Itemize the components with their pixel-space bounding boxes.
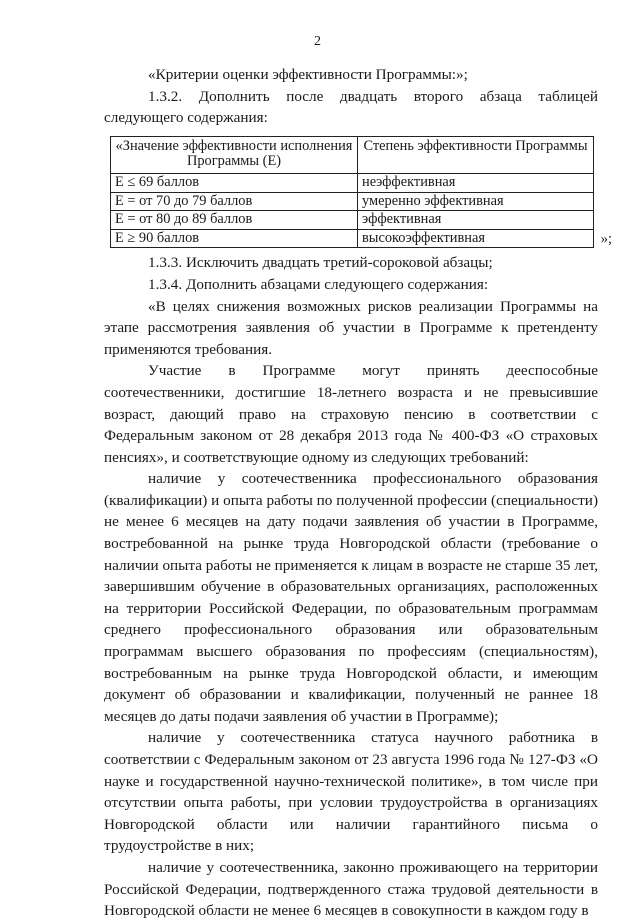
participation-paragraph: Участие в Программе могут принять дееспособные соотечественники, достигшие 18-летнего возраста и не превысившие возраст, дающий право на страховую пенсию в соответствии с Федеральным законом от 28 декабря 2013 года № 400-ФЗ «О страховых пенсиях», и соответствующие одному из следующих требований: — [104, 362, 598, 466]
requirement-scientist-paragraph: наличие у соотечественника статуса научного работника в соответствии с Федеральным законом от 23 августа 1996 года № 127-ФЗ «О науке и государственной научно-технической политике», в том числе при отсутствии опыта работы, при условии трудоустройства в организациях Новгородской области или наличии гарантийного письма о трудоустройстве в них; — [104, 729, 598, 855]
requirement-education-paragraph: наличие у соотечественника профессионального образования (квалификации) и опыта работы по полученной профессии (специальности) не менее 6 месяцев на дату подачи заявления об участии в Программе, востребованной на рынке труда Новгородской области (требование о наличии опыта работы не применяется к лицам в возрасте не старше 35 лет, завершившим обучение в образовательных организациях, расположенных на территории Российской Федерации, по образовательным программам среднего профессионального образования или образовательным программам высшего образования по профессиям (специальностям), востребованным на рынке труда Новгородской области, и имеющим документ об образовании и квалификации, полученный не раннее 18 месяцев до даты подачи заявления об участии в Программе); — [104, 470, 598, 725]
amendment-1-3-4-paragraph: 1.3.4. Дополнить абзацами следующего содержания: — [148, 275, 489, 293]
efficiency-criteria-table — [110, 136, 594, 249]
criteria-heading-paragraph: «Критерии оценки эффективности Программы:»; — [148, 66, 468, 83]
table-cell: Е = от 80 до 89 баллов — [111, 211, 358, 230]
table-cell: Е = от 70 до 79 баллов — [111, 192, 358, 211]
table-cell: эффективная — [358, 211, 594, 230]
table-cell: высокоэффективная — [358, 229, 594, 248]
table-row — [111, 229, 594, 248]
table-header-row — [111, 136, 594, 173]
table-row — [111, 211, 594, 230]
page-number: 2 — [314, 34, 321, 49]
table-row — [111, 192, 594, 211]
table-cell: Е ≤ 69 баллов — [111, 173, 358, 192]
table-cell: умеренно эффективная — [358, 192, 594, 211]
amendment-1-3-3-paragraph: 1.3.3. Исключить двадцать третий-сороковой абзацы; — [148, 254, 493, 272]
table-cell: неэффективная — [358, 173, 594, 192]
table-closing-quote: »; — [600, 231, 612, 248]
amendment-1-3-2-paragraph: 1.3.2. Дополнить после двадцать второго абзаца таблицей следующего содержания: — [104, 87, 598, 127]
risk-reduction-paragraph: «В целях снижения возможных рисков реализации Программы на этапе рассмотрения заявления об участии в Программе к претенденту применяются требования. — [104, 297, 598, 358]
table-row — [111, 173, 594, 192]
efficiency-table-wrapper — [104, 136, 612, 249]
table-header-cell: Степень эффективности Программы — [358, 136, 594, 173]
requirement-residence-paragraph: наличие у соотечественника, законно проживающего на территории Российской Федерации, подтвержденного стажа трудовой деятельности в Новгородской области не менее 6 месяцев в совокупности в каждом году в — [104, 858, 598, 920]
table-header-cell: «Значение эффективности исполнения Программы (Е) — [111, 136, 358, 173]
document-body — [104, 64, 612, 922]
table-cell: Е ≥ 90 баллов — [111, 229, 358, 248]
